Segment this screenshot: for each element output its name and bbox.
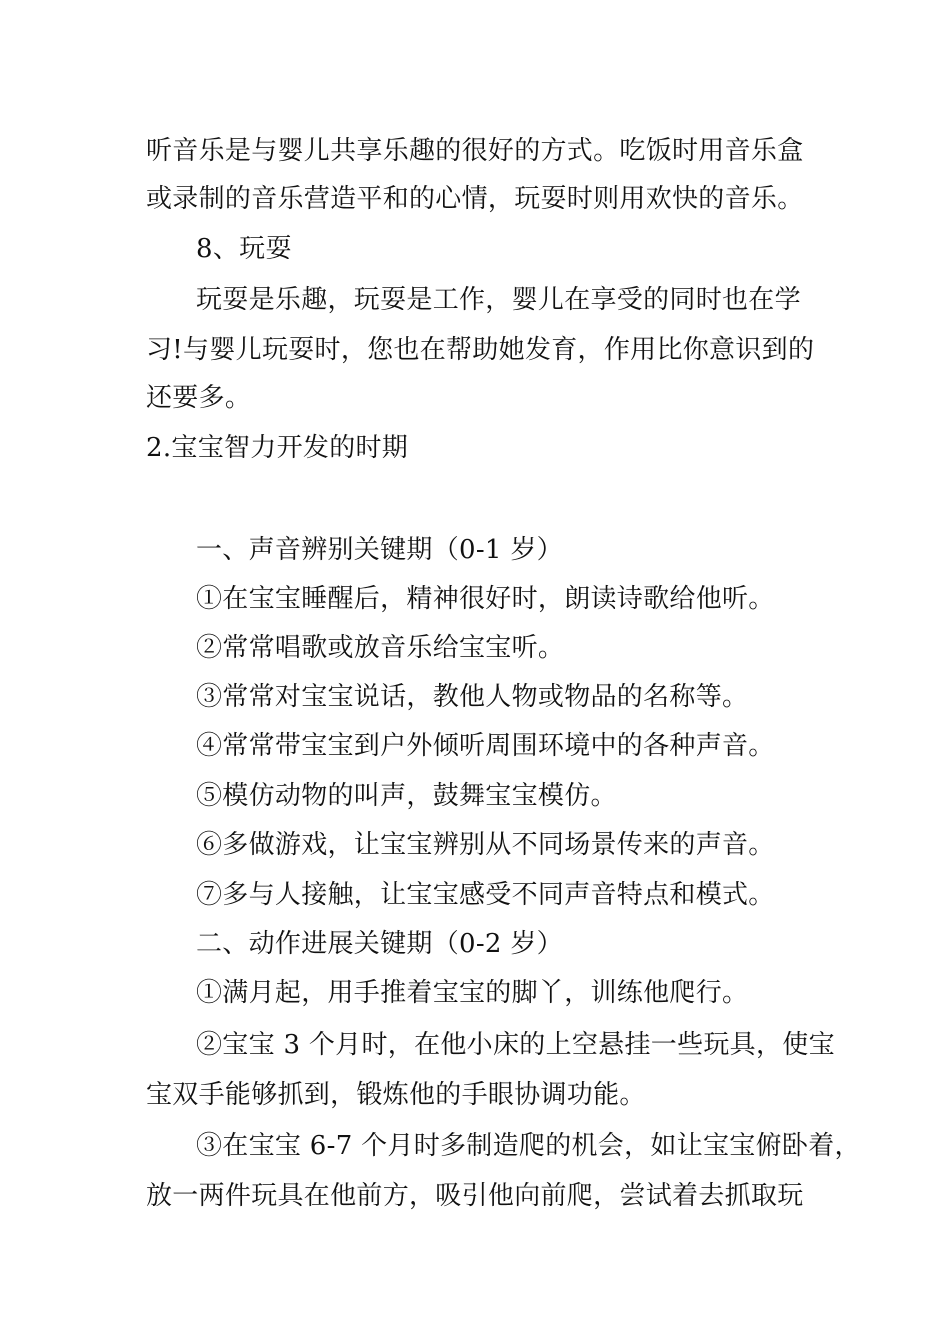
paragraph-line: 还要多。: [146, 383, 252, 413]
paragraph-line: 或录制的音乐营造平和的心情，玩耍时则用欢快的音乐。: [146, 184, 804, 214]
list-item: ①在宝宝睡醒后，精神很好时，朗读诗歌给他听。: [196, 584, 775, 614]
list-item-continuation: 放一两件玩具在他前方，吸引他向前爬，尝试着去抓取玩: [146, 1181, 804, 1211]
list-item: ③在宝宝 6-7 个月时多制造爬的机会，如让宝宝俯卧着，: [196, 1131, 861, 1161]
list-item: ②常常唱歌或放音乐给宝宝听。: [196, 633, 565, 663]
list-item: ⑦多与人接触，让宝宝感受不同声音特点和模式。: [196, 880, 775, 910]
subsection-heading: 二、动作进展关键期（0-2 岁）: [196, 929, 563, 959]
section-title: 2.宝宝智力开发的时期: [146, 433, 409, 463]
section-heading: 8、玩耍: [196, 234, 292, 264]
list-item: ③常常对宝宝说话，教他人物或物品的名称等。: [196, 682, 749, 712]
paragraph-line: 玩耍是乐趣，玩耍是工作，婴儿在享受的同时也在学: [196, 285, 801, 315]
list-item: ②宝宝 3 个月时，在他小床的上空悬挂一些玩具，使宝: [196, 1030, 835, 1060]
paragraph-line: 习!与婴儿玩耍时，您也在帮助她发育，作用比你意识到的: [146, 335, 815, 365]
list-item: ⑥多做游戏，让宝宝辨别从不同场景传来的声音。: [196, 830, 775, 860]
list-item-continuation: 宝双手能够抓到，锻炼他的手眼协调功能。: [146, 1080, 646, 1110]
list-item: ④常常带宝宝到户外倾听周围环境中的各种声音。: [196, 731, 775, 761]
paragraph-line: 听音乐是与婴儿共享乐趣的很好的方式。吃饭时用音乐盒: [146, 136, 804, 166]
subsection-heading: 一、声音辨别关键期（0-1 岁）: [196, 535, 563, 565]
list-item: ①满月起，用手推着宝宝的脚丫，训练他爬行。: [196, 978, 749, 1008]
list-item: ⑤模仿动物的叫声，鼓舞宝宝模仿。: [196, 781, 617, 811]
